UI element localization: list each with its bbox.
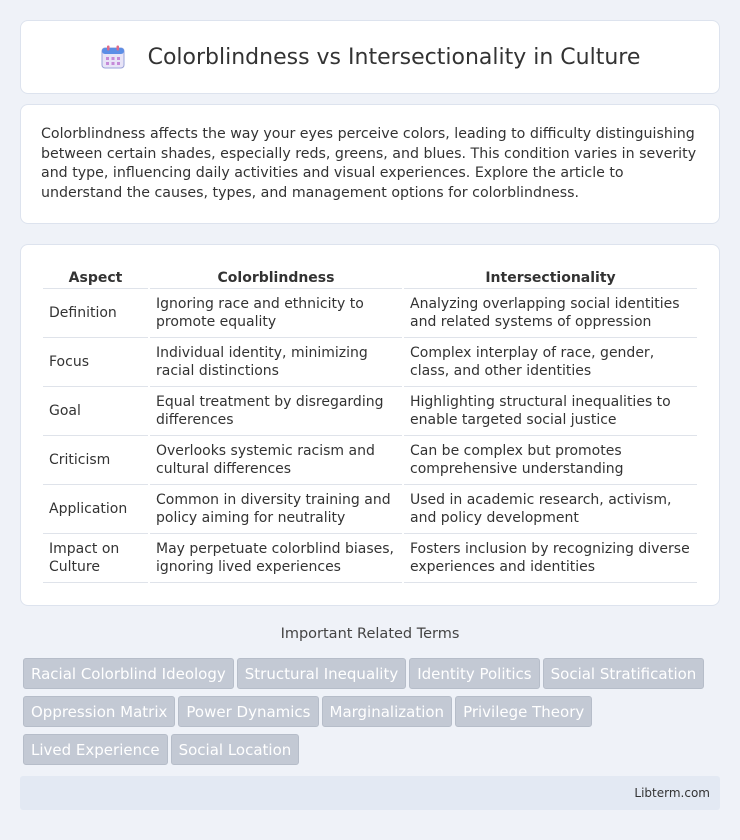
cell-intersectionality: Highlighting structural inequalities to enable targeted social justice bbox=[404, 387, 697, 436]
cell-colorblindness: May perpetuate colorblind biases, ignoring lived experiences bbox=[150, 534, 402, 583]
cell-aspect: Criticism bbox=[43, 436, 148, 485]
cell-aspect: Goal bbox=[43, 387, 148, 436]
intro-text: Colorblindness affects the way your eyes perceive colors, leading to difficulty distinguishing between certain shades, especially reds, greens, and blues. This condition varies in severity and type, influencing daily activities and visual experiences. Explore the article to understand the causes, types, and management options for colorblindness. bbox=[41, 126, 697, 201]
related-term-tag[interactable]: Privilege Theory bbox=[455, 696, 592, 727]
related-terms-list bbox=[23, 658, 723, 772]
cell-intersectionality: Can be complex but promotes comprehensive understanding bbox=[404, 436, 697, 485]
related-term-tag[interactable]: Social Location bbox=[171, 734, 300, 765]
table-row bbox=[43, 436, 697, 485]
cell-intersectionality: Fosters inclusion by recognizing diverse experiences and identities bbox=[404, 534, 697, 583]
cell-colorblindness: Individual identity, minimizing racial distinctions bbox=[150, 338, 402, 387]
related-term-tag[interactable]: Marginalization bbox=[322, 696, 453, 727]
table-row bbox=[43, 289, 697, 338]
cell-aspect: Definition bbox=[43, 289, 148, 338]
page-title bbox=[100, 44, 641, 70]
comparison-table-card bbox=[20, 244, 720, 606]
table-row bbox=[43, 338, 697, 387]
comparison-table bbox=[41, 265, 699, 583]
cell-colorblindness: Ignoring race and ethnicity to promote equality bbox=[150, 289, 402, 338]
page-title-text: Colorblindness vs Intersectionality in Culture bbox=[147, 44, 641, 70]
table-row bbox=[43, 485, 697, 534]
cell-intersectionality: Complex interplay of race, gender, class, and other identities bbox=[404, 338, 697, 387]
table-row bbox=[43, 387, 697, 436]
related-term-tag[interactable]: Racial Colorblind Ideology bbox=[23, 658, 234, 689]
related-term-tag[interactable]: Oppression Matrix bbox=[23, 696, 175, 727]
column-header-colorblindness: Colorblindness bbox=[150, 265, 402, 289]
footer bbox=[20, 776, 720, 810]
table-row bbox=[43, 534, 697, 583]
cell-aspect: Focus bbox=[43, 338, 148, 387]
cell-colorblindness: Equal treatment by disregarding differences bbox=[150, 387, 402, 436]
column-header-aspect: Aspect bbox=[43, 265, 148, 289]
cell-aspect: Application bbox=[43, 485, 148, 534]
intro-card bbox=[20, 104, 720, 224]
related-terms-title: Important Related Terms bbox=[280, 626, 460, 642]
related-term-tag[interactable]: Social Stratification bbox=[543, 658, 705, 689]
related-term-tag[interactable]: Structural Inequality bbox=[237, 658, 406, 689]
cell-colorblindness: Overlooks systemic racism and cultural differences bbox=[150, 436, 402, 485]
related-term-tag[interactable]: Power Dynamics bbox=[178, 696, 318, 727]
cell-intersectionality: Analyzing overlapping social identities and related systems of oppression bbox=[404, 289, 697, 338]
related-term-tag[interactable]: Lived Experience bbox=[23, 734, 168, 765]
related-term-tag[interactable]: Identity Politics bbox=[409, 658, 539, 689]
table-header-row bbox=[43, 265, 697, 289]
calendar-icon bbox=[100, 44, 126, 70]
cell-aspect: Impact on Culture bbox=[43, 534, 148, 583]
cell-colorblindness: Common in diversity training and policy aiming for neutrality bbox=[150, 485, 402, 534]
title-card bbox=[20, 20, 720, 94]
footer-site-link[interactable]: Libterm.com bbox=[634, 786, 710, 800]
cell-intersectionality: Used in academic research, activism, and policy development bbox=[404, 485, 697, 534]
column-header-intersectionality: Intersectionality bbox=[404, 265, 697, 289]
